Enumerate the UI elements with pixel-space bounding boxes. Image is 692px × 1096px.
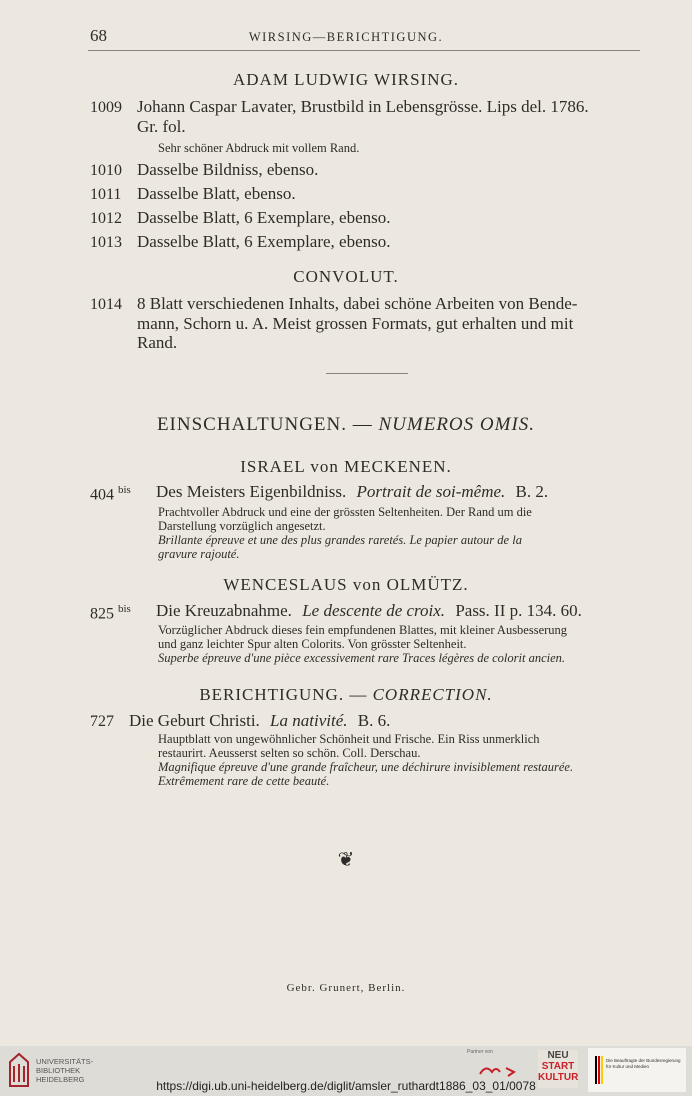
heading-french: NUMEROS OMIS. [378, 414, 536, 435]
heading-german: EINSCHALTUNGEN. — [156, 414, 373, 435]
entry-text-1010: Dasselbe Bildniss, ebenso. [137, 160, 319, 179]
entry-note-404-line3: Brillante épreuve et une des plus grandes raretés. Le papier autour de la [158, 533, 522, 547]
entry-number-1014: 1014 [90, 296, 122, 313]
entry-note-727-line2: restaurirt. Aeusserst selten so schön. Coll. Derschau. [158, 746, 421, 760]
title-french: Le descente de croix. [302, 601, 446, 620]
entry-number-1009: 1009 [90, 99, 122, 116]
neustart-word-3: KULTUR [538, 1072, 579, 1083]
section-heading-einschaltungen [0, 414, 692, 436]
title-french: La nativité. [270, 711, 348, 730]
partner-label: Partner von [467, 1049, 493, 1055]
entry-note-727-line4: Extrêmement rare de cette beauté. [158, 774, 330, 788]
section-heading-meckenen: ISRAEL von MECKENEN. [240, 457, 452, 476]
university-library-name: UNIVERSITÄTS- BIBLIOTHEK HEIDELBERG [36, 1057, 94, 1084]
entry-number-value: 825 [90, 605, 114, 623]
entry-note-825-line3: Superbe épreuve d'une pièce excessivement rare Traces légères de colorit ancien. [158, 651, 566, 665]
entry-note-825-line1: Vorzüglicher Abdruck dieses fein empfundenen Blattes, mit kleiner Ausbesserung [158, 623, 568, 637]
catalog-reference: B. 6. [357, 711, 391, 730]
running-title: WIRSING—BERICHTIGUNG. [248, 30, 444, 44]
page-number: 68 [90, 26, 107, 45]
printer-imprint: Gebr. Grunert, Berlin. [286, 982, 406, 994]
title-german: Des Meisters Eigenbildniss. [156, 482, 347, 501]
entry-text-1009-line1: Johann Caspar Lavater, Brustbild in Lebensgrösse. Lips del. 1786. [137, 97, 589, 116]
ornament-icon: ❦ [337, 849, 355, 871]
heading-german: BERICHTIGUNG. — [199, 685, 368, 704]
header-rule [88, 50, 640, 51]
entry-note-727-line3: Magnifique épreuve d'une grande fraîcheur, une déchirure invisiblement restaurée. [158, 760, 574, 774]
entry-note-825-line2: und ganz leichter Spur alten Colorits. Von grösster Seltenheit. [158, 637, 467, 651]
entry-number-1010: 1010 [90, 162, 122, 179]
entry-number-value: 404 [90, 486, 114, 504]
entry-text-1014-line1: 8 Blatt verschiedenen Inhalts, dabei schöne Arbeiten von Bende- [137, 294, 578, 313]
entry-text-1014-line2: mann, Schorn u. A. Meist grossen Formats, gut erhalten und mit [137, 314, 574, 333]
section-divider [326, 373, 408, 374]
entry-note-1009: Sehr schöner Abdruck mit vollem Rand. [158, 141, 360, 155]
heading-french: CORRECTION. [372, 685, 493, 704]
entry-text-1012: Dasselbe Blatt, 6 Exemplare, ebenso. [137, 208, 391, 227]
entry-number-suffix: bis [118, 603, 131, 615]
entry-text-1009-line2: Gr. fol. [137, 117, 186, 136]
section-heading-berichtigung [0, 685, 692, 705]
entry-number-1012: 1012 [90, 210, 122, 227]
permalink-url[interactable]: https://digi.ub.uni-heidelberg.de/diglit/amsler_ruthardt1886_03_01/0078 [156, 1079, 536, 1093]
entry-number-404 [90, 484, 131, 504]
neustart-word-1: NEU [547, 1050, 569, 1061]
catalog-reference: B. 2. [515, 482, 549, 501]
entry-number-727: 727 [90, 713, 114, 730]
bkm-name: Die Beauftragte der Bundesregierung für Kultur und Medien [606, 1058, 681, 1069]
title-french: Portrait de soi-même. [356, 482, 506, 501]
entry-text-1011: Dasselbe Blatt, ebenso. [137, 184, 296, 203]
entry-text-1013: Dasselbe Blatt, 6 Exemplare, ebenso. [137, 232, 391, 251]
entry-title-825 [156, 601, 582, 621]
viewer-footer-bar [0, 1046, 692, 1096]
entry-note-404-line2: Darstellung vorzüglich angesetzt. [158, 519, 326, 533]
entry-number-825 [90, 603, 131, 623]
neustart-word-2: START [541, 1061, 575, 1072]
catalog-reference: Pass. II p. 134. 60. [455, 601, 582, 620]
entry-note-727-line1: Hauptblatt von ungewöhnlicher Schönheit und Frische. Ein Riss unmerklich [158, 732, 540, 746]
section-heading-wirsing: ADAM LUDWIG WIRSING. [232, 70, 460, 89]
entry-title-404 [156, 482, 548, 502]
partner-logo-icon [478, 1060, 526, 1080]
section-heading-convolut: CONVOLUT. [293, 267, 399, 286]
entry-number-1011: 1011 [90, 186, 122, 203]
entry-note-404-line1: Prachtvoller Abdruck und eine der grössten Seltenheiten. Der Rand um die [158, 505, 532, 519]
title-german: Die Geburt Christi. [129, 711, 260, 730]
entry-title-727 [129, 711, 390, 731]
entry-note-404-line4: gravure rajouté. [158, 547, 240, 561]
title-german: Die Kreuzabnahme. [156, 601, 292, 620]
entry-text-1014-line3: Rand. [137, 333, 178, 352]
section-heading-olmutz: WENCESLAUS von OLMÜTZ. [223, 575, 469, 594]
entry-number-suffix: bis [118, 484, 131, 496]
entry-number-1013: 1013 [90, 234, 122, 251]
